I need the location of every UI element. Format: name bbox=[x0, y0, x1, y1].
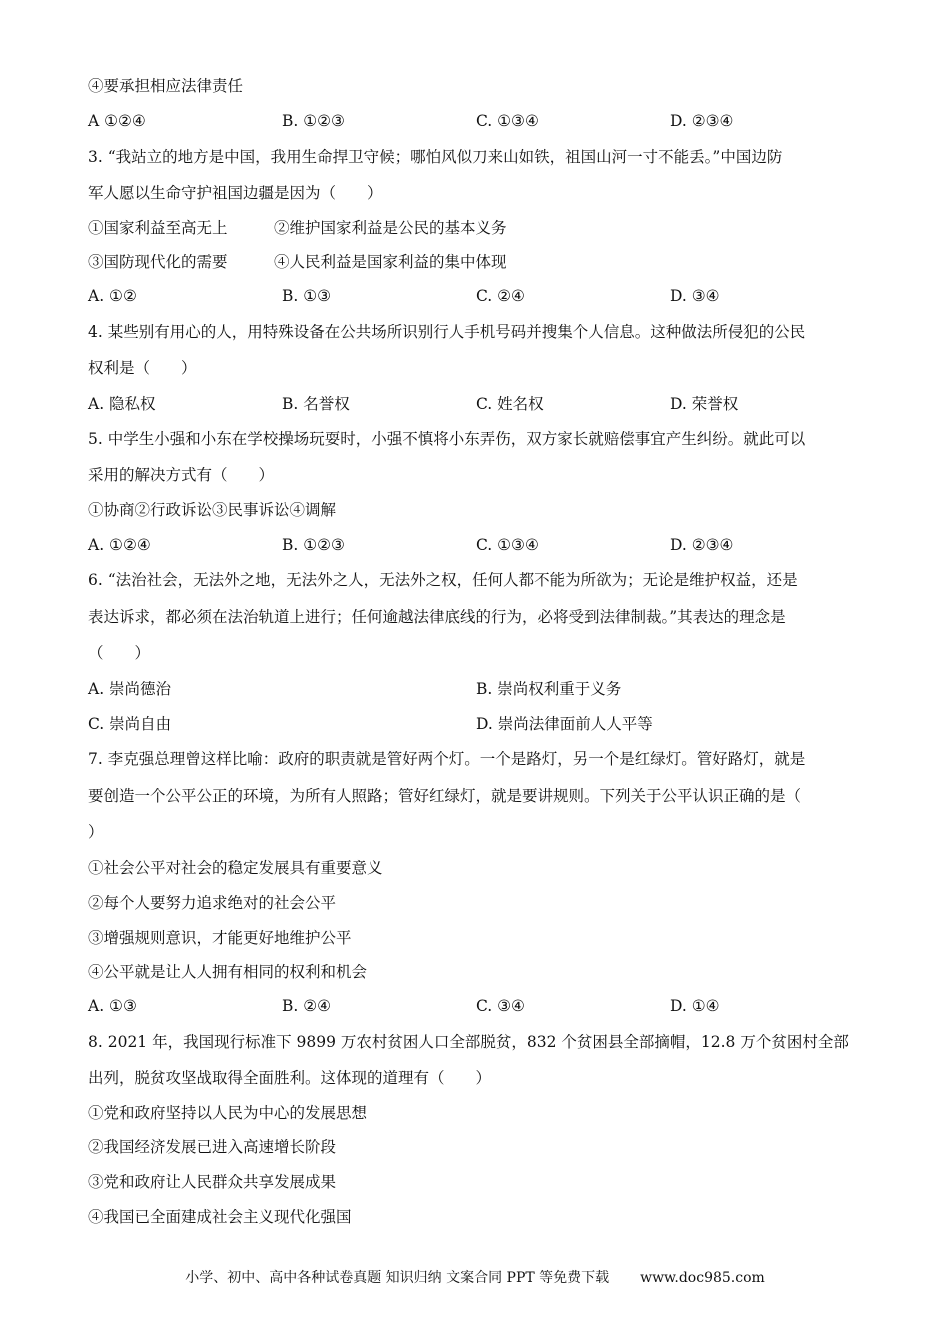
q6-stem-line-3: （ ） bbox=[88, 644, 151, 662]
q7-stem-line-2: 要创造一个公平公正的环境，为所有人照路；管好红绿灯，就是要讲规则。下列关于公平认识正确的是（ bbox=[88, 787, 802, 805]
q7-statement-2: ②每个人要努力追求绝对的社会公平 bbox=[88, 894, 337, 912]
q5-option-d: D. ②③④ bbox=[670, 536, 734, 554]
footer-text: 小学、初中、高中各种试卷真题 知识归纳 文案合同 PPT 等免费下载 bbox=[185, 1270, 610, 1286]
q3-stem-line-1: 3. “我站立的地方是中国，我用生命捍卫守候；哪怕风似刀来山如铁，祖国山河一寸不能丢。”中国边防 bbox=[88, 148, 783, 166]
q3-statements-1: ①国家利益至高无上 ②维护国家利益是公民的基本义务 bbox=[88, 219, 507, 237]
q4-option-d: D. 荣誉权 bbox=[670, 395, 739, 413]
q4-option-a: A. 隐私权 bbox=[88, 395, 156, 413]
q3-stem-line-2: 军人愿以生命守护祖国边疆是因为（ ） bbox=[88, 184, 383, 202]
q6-option-c: C. 崇尚自由 bbox=[88, 715, 172, 733]
q3-option-c: C. ②④ bbox=[476, 287, 525, 305]
q2-option-d: D. ②③④ bbox=[670, 112, 734, 130]
q7-statement-1: ①社会公平对社会的稳定发展具有重要意义 bbox=[88, 859, 383, 877]
q7-option-d: D. ①④ bbox=[670, 997, 720, 1015]
q4-stem-line-2: 权利是（ ） bbox=[88, 359, 197, 377]
q7-statement-3: ③增强规则意识，才能更好地维护公平 bbox=[88, 929, 352, 947]
q7-stem-line-1: 7. 李克强总理曾这样比喻：政府的职责就是管好两个灯。一个是路灯，另一个是红绿灯。管好路灯，就是 bbox=[88, 750, 806, 768]
q2-option-b: B. ①②③ bbox=[282, 112, 345, 130]
q8-stem-line-1: 8. 2021 年，我国现行标准下 9899 万农村贫困人口全部脱贫，832 个贫困县全部摘帽，12.8 万个贫困村全部 bbox=[88, 1033, 849, 1051]
q2-option-c: C. ①③④ bbox=[476, 112, 539, 130]
q2-statement-4: ④要承担相应法律责任 bbox=[88, 77, 244, 95]
q8-stem-line-2: 出列，脱贫攻坚战取得全面胜利。这体现的道理有（ ） bbox=[88, 1069, 492, 1087]
q7-option-a: A. ①③ bbox=[88, 997, 137, 1015]
q5-statements: ①协商②行政诉讼③民事诉讼④调解 bbox=[88, 501, 337, 519]
q5-option-b: B. ①②③ bbox=[282, 536, 345, 554]
q7-stem-line-3: ） bbox=[88, 823, 104, 841]
q5-option-c: C. ①③④ bbox=[476, 536, 539, 554]
q6-option-d: D. 崇尚法律面前人人平等 bbox=[476, 715, 653, 733]
footer-url[interactable]: www.doc985.com bbox=[640, 1270, 765, 1286]
q3-option-a: A. ①② bbox=[88, 287, 137, 305]
q2-option-a: A ①②④ bbox=[88, 112, 146, 130]
q7-option-c: C. ③④ bbox=[476, 997, 525, 1015]
q3-option-b: B. ①③ bbox=[282, 287, 332, 305]
q8-statement-4: ④我国已全面建成社会主义现代化强国 bbox=[88, 1208, 352, 1226]
q5-stem-line-1: 5. 中学生小强和小东在学校操场玩耍时，小强不慎将小东弄伤，双方家长就赔偿事宜产生纠纷。就此可以 bbox=[88, 430, 806, 448]
q7-option-b: B. ②④ bbox=[282, 997, 332, 1015]
q8-statement-2: ②我国经济发展已进入高速增长阶段 bbox=[88, 1138, 337, 1156]
q6-stem-line-2: 表达诉求，都必须在法治轨道上进行；任何逾越法律底线的行为，必将受到法律制裁。”其表达的理念是 bbox=[88, 608, 786, 626]
q6-option-b: B. 崇尚权利重于义务 bbox=[476, 680, 622, 698]
q7-statement-4: ④公平就是让人人拥有相同的权利和机会 bbox=[88, 963, 368, 981]
q4-stem-line-1: 4. 某些别有用心的人，用特殊设备在公共场所识别行人手机号码并搜集个人信息。这种做法所侵犯的公民 bbox=[88, 323, 806, 341]
q3-option-d: D. ③④ bbox=[670, 287, 720, 305]
q5-stem-line-2: 采用的解决方式有（ ） bbox=[88, 466, 275, 484]
q4-option-b: B. 名誉权 bbox=[282, 395, 350, 413]
page-footer bbox=[0, 1268, 950, 1288]
q6-stem-line-1: 6. “法治社会，无法外之地，无法外之人，无法外之权，任何人都不能为所欲为；无论是维护权益，还是 bbox=[88, 571, 798, 589]
q8-statement-1: ①党和政府坚持以人民为中心的发展思想 bbox=[88, 1104, 368, 1122]
q4-option-c: C. 姓名权 bbox=[476, 395, 544, 413]
q6-option-a: A. 崇尚德治 bbox=[88, 680, 172, 698]
q3-statements-2: ③国防现代化的需要 ④人民利益是国家利益的集中体现 bbox=[88, 253, 507, 271]
q8-statement-3: ③党和政府让人民群众共享发展成果 bbox=[88, 1173, 337, 1191]
q5-option-a: A. ①②④ bbox=[88, 536, 151, 554]
